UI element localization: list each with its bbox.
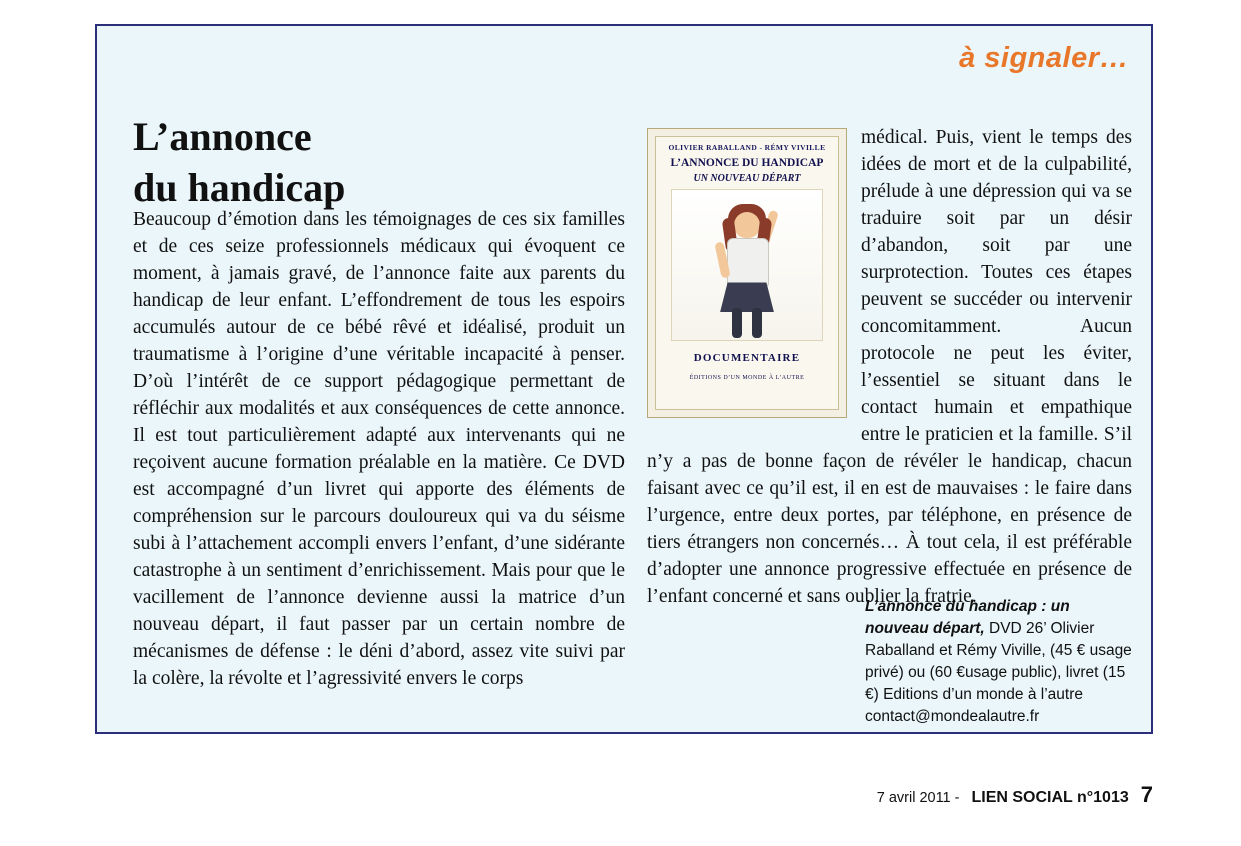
dvd-cover-title: L’ANNONCE DU HANDICAP bbox=[670, 157, 824, 170]
body-column-right bbox=[647, 124, 1132, 610]
dvd-cover-illustration bbox=[671, 189, 823, 341]
dvd-cover-figure bbox=[647, 128, 847, 418]
illustration-torso-icon bbox=[727, 238, 769, 286]
dvd-cover-inner bbox=[655, 136, 839, 410]
credits-title: L’annonce du handicap : un nouveau départ, bbox=[865, 598, 1070, 637]
dvd-cover-publisher: ÉDITIONS D’UN MONDE À L’AUTRE bbox=[689, 374, 805, 381]
illustration-leg-left-icon bbox=[732, 308, 742, 338]
body-text-left: Beaucoup d’émotion dans les témoignages de ces six familles et de ces seize professionnels médicaux qui évoquent ce moment, à jamais gravé, de l’annonce faite aux parents du handicap de leur enfant. L’effondrement de tous les espoirs accumulés autour de ce bébé rêvé et idéalisé, produit un traumatisme à l’origine d’une véritable incapacité à penser. D’où l’intérêt de ce support pédagogique permettant de réfléchir aux modalités et aux conséquences de cette annonce. Il est tout particulièrement adapté aux intervenants qui ne reçoivent aucune formation préalable en la matière. Ce DVD est accompagné d’un livret qui apporte des éléments de compréhension sur le parcours douloureux qui va du séisme subi à l’attachement accompli envers l’enfant, d’une sidérante catastrophe à un sentiment d’enrichissement. Mais pour que le vacillement de l’annonce devienne aussi la matrice d’un nouveau départ, il faut passer par un certain nombre de mécanismes de défense : le déni d’abord, assez vite suivi par la colère, la révolte et l’agressivité envers le corps bbox=[133, 209, 625, 689]
illustration-leg-right-icon bbox=[752, 308, 762, 338]
credits-details: DVD 26’ Olivier Raballand et Rémy Viville, (45 € usage privé) ou (60 €usage public), livret (15 €) Editions d’un monde à l’autre contact@mondealautre.fr bbox=[865, 620, 1132, 725]
illustration-head-icon bbox=[734, 212, 760, 238]
page-footer bbox=[877, 782, 1153, 808]
footer-date: 7 avril 2011 - bbox=[876, 790, 960, 806]
headline-line-1: L’annonce bbox=[133, 113, 312, 159]
body-text-right: médical. Puis, vient le temps des idées de mort et de la culpabilité, prélude à une dépression qui va se traduire soit par un désir d’abandon, soit par une surprotection. Toutes ces étapes peuvent se succéder ou intervenir concomitamment. Aucun protocole ne peut les éviter, l’essentiel se situant dans le contact humain et empathique entre le praticien et la famille. S’il n’y a pas de bonne façon de révéler le handicap, chacun faisant avec ce qu’il est, il en est de mauvaises : le faire dans l’urgence, entre deux portes, par téléphone, en présence de tiers étrangers non concernés… À tout cela, il est préférable d’adopter une annonce progressive effectuée en présence de l’enfant concerné et sans oublier la fratrie. bbox=[647, 127, 1132, 607]
dvd-cover-image bbox=[647, 128, 847, 418]
headline-line-2: du handicap bbox=[133, 164, 346, 210]
body-column-left bbox=[133, 206, 625, 692]
dvd-cover-authors: OLIVIER RABALLAND - RÉMY VIVILLE bbox=[668, 143, 826, 152]
illustration-skirt-icon bbox=[720, 282, 774, 312]
footer-page-number: 7 bbox=[1140, 782, 1153, 807]
footer-magazine: LIEN SOCIAL n°1013 bbox=[971, 789, 1129, 806]
article-frame bbox=[95, 24, 1153, 734]
dvd-cover-category: DOCUMENTAIRE bbox=[693, 352, 801, 365]
dvd-cover-subtitle: UN NOUVEAU DÉPART bbox=[693, 172, 801, 184]
page-title bbox=[133, 111, 653, 213]
section-kicker: à signaler… bbox=[959, 42, 1129, 74]
reference-credits bbox=[865, 596, 1133, 728]
